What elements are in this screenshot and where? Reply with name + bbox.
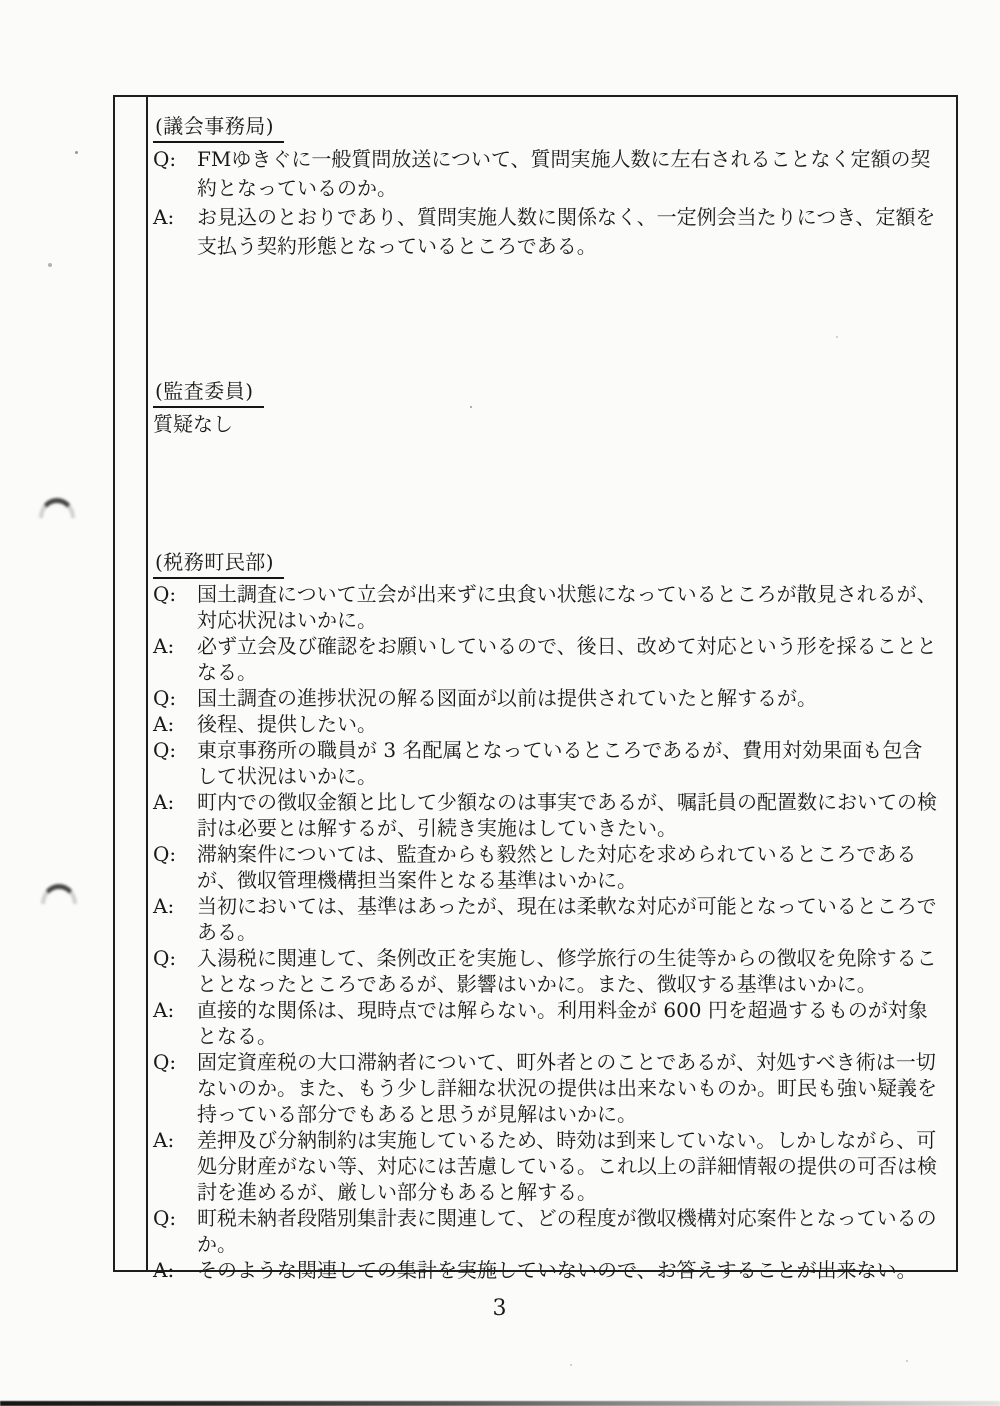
scan-speck — [570, 1364, 572, 1366]
qa-text: FMゆきぐに一般質問放送について、質問実施人数に左右されることなく定額の契約となっているのか。 — [197, 147, 931, 200]
qa-prefix: A: — [153, 1128, 175, 1152]
qa-prefix: A: — [153, 205, 175, 229]
qa-prefix: Q: — [153, 582, 177, 606]
qa-block — [153, 410, 938, 439]
qa-item — [153, 841, 938, 893]
section-heading: (議会事務局) — [153, 113, 284, 143]
section-kansa-iin — [153, 378, 938, 439]
qa-item — [153, 945, 938, 997]
section-zeimu-chomin-bu — [153, 549, 938, 1283]
qa-prefix: A: — [153, 712, 175, 736]
qa-text: 東京事務所の職員が 3 名配属となっているところであるが、費用対効果面も包含して状況はいかに。 — [197, 738, 923, 788]
qa-item — [153, 581, 938, 633]
qa-item — [153, 1127, 938, 1205]
qa-prefix: A: — [153, 998, 175, 1022]
qa-text: 国土調査について立会が出来ずに虫食い状態になっているところが散見されるが、対応状況はいかに。 — [197, 582, 937, 632]
qa-item — [153, 633, 938, 685]
qa-prefix: A: — [153, 1258, 175, 1282]
qa-prefix: Q: — [153, 147, 177, 171]
qa-text: 後程、提供したい。 — [197, 712, 377, 736]
qa-text: 固定資産税の大口滞納者について、町外者とのことであるが、対処すべき術は一切ないのか。また、もう少し詳細な状況の提供は出来ないものか。町民も強い疑義を持っている部分でもあると思うが見解はいかに。 — [197, 1050, 937, 1126]
qa-prefix: A: — [153, 894, 175, 918]
qa-prefix: Q: — [153, 946, 177, 970]
qa-block — [153, 145, 938, 261]
scan-edge-artifact — [0, 1401, 1000, 1406]
qa-text: 入湯税に関連して、条例改正を実施し、修学旅行の生徒等からの徴収を免除することとなったところであるが、影響はいかに。また、徴収する基準はいかに。 — [197, 946, 937, 996]
document-frame — [113, 95, 958, 1282]
qa-text: 当初においては、基準はあったが、現在は柔軟な対応が可能となっているところである。 — [197, 894, 937, 944]
qa-prefix: Q: — [153, 1050, 177, 1074]
qa-item — [153, 1257, 938, 1283]
margin-column-divider — [146, 97, 148, 1270]
section-heading: (税務町民部) — [153, 549, 284, 579]
qa-text: 滞納案件については、監査からも毅然とした対応を求められているところであるが、徴収管理機構担当案件となる基準はいかに。 — [197, 842, 917, 892]
qa-text: 直接的な関係は、現時点では解らない。利用料金が 600 円を超過するものが対象となる。 — [197, 998, 928, 1048]
qa-item — [153, 789, 938, 841]
qa-prefix: A: — [153, 790, 175, 814]
qa-text: 町内での徴収金額と比して少額なのは事実であるが、嘱託員の配置数においての検討は必要とは解するが、引続き実施はしていきたい。 — [197, 790, 937, 840]
qa-prefix: Q: — [153, 842, 177, 866]
section-gikai-jimukyoku — [153, 113, 938, 261]
no-questions-note: 質疑なし — [153, 412, 233, 436]
punch-hole-shadow — [39, 498, 75, 518]
qa-text: お見込のとおりであり、質問実施人数に関係なく、一定例会当たりにつき、定額を支払う契約形態となっているところである。 — [197, 205, 936, 258]
qa-prefix: Q: — [153, 686, 177, 710]
qa-text: 必ず立会及び確認をお願いしているので、後日、改めて対応という形を採ることとなる。 — [197, 634, 937, 684]
qa-text: 国土調査の進捗状況の解る図面が以前は提供されていたと解するが。 — [197, 686, 817, 710]
page-number: 3 — [492, 1296, 508, 1321]
qa-prefix: Q: — [153, 738, 177, 762]
qa-prefix: Q: — [153, 1206, 177, 1230]
qa-text: そのような関連しての集計を実施していないので、お答えすることが出来ない。 — [197, 1258, 917, 1282]
qa-item — [153, 737, 938, 789]
punch-hole-shadow — [41, 884, 77, 904]
qa-item — [153, 997, 938, 1049]
scan-speck — [75, 151, 78, 154]
qa-text: 差押及び分納制約は実施しているため、時効は到来していない。しかしながら、可処分財産がない等、対応には苦慮している。これ以上の詳細情報の提供の可否は検討を進めるが、厳しい部分もあると解する。 — [197, 1128, 937, 1204]
qa-item — [153, 1049, 938, 1127]
scan-speck — [906, 1360, 908, 1362]
qa-block — [153, 581, 938, 1283]
section-heading: (監査委員) — [153, 378, 264, 408]
scan-speck — [48, 263, 52, 267]
qa-item — [153, 145, 938, 203]
qa-prefix: A: — [153, 634, 175, 658]
document-content — [153, 113, 938, 1283]
qa-item — [153, 893, 938, 945]
qa-item — [153, 1205, 938, 1257]
qa-item — [153, 203, 938, 261]
qa-item — [153, 711, 938, 737]
qa-text: 町税未納者段階別集計表に関連して、どの程度が徴収機構対応案件となっているのか。 — [197, 1206, 937, 1256]
qa-item — [153, 685, 938, 711]
